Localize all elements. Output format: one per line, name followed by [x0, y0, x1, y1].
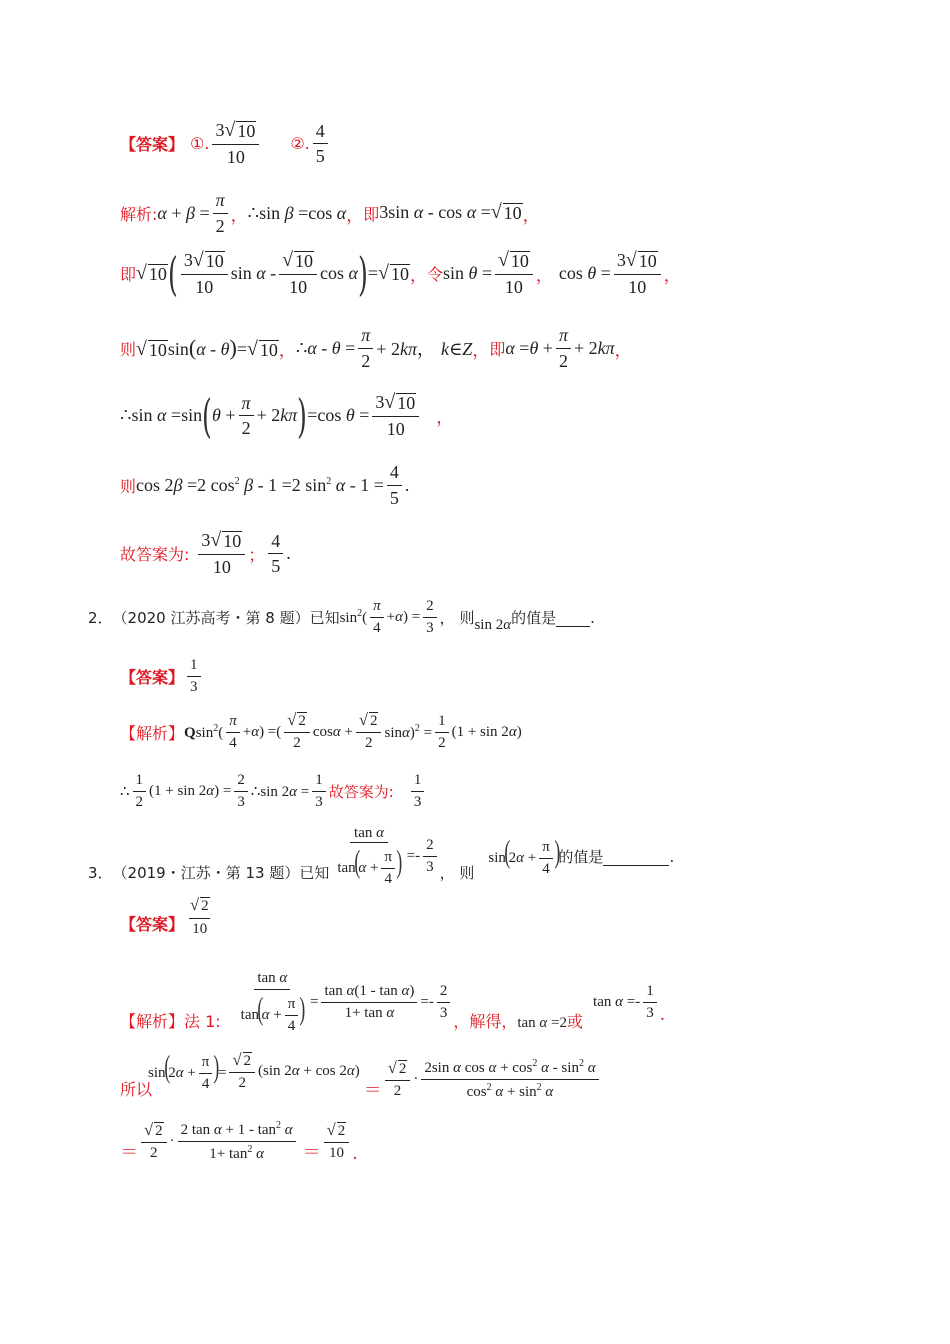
answer-item-2: ②. — [290, 134, 310, 154]
solution-line-5: 则 cos 2β =2 $\cos^2 \beta - 1 =2$ $\sin^2 \alpha - 1$ = $\frac{4}{5}$ . — [120, 462, 410, 508]
q1-final-answer: 故答案为: 3 √ 10 10 ； $\frac{4}{5}$ . — [120, 529, 291, 577]
solution-line-2: 即 √ 10 ( 3 √ 10 10 sin α - √ 10 10 cos α ) = √ 10 ， 令 sin θ = √ 10 10 ， cos θ = 3 √ 10 10 ， — [120, 246, 681, 301]
question-2: 2． （2020 江苏高考・第 8 题）已知 $\sin^2$( $\frac{\pi}{4}$ +α) = $\frac{2}{3}$ ， 则 sin 2α 的值是 . — [88, 598, 595, 637]
answer-item-1: ①. — [190, 134, 210, 154]
q3-analysis-line-2: 所以 sin(2α + $\frac{\pi}{4}$ )= √ 2 2 (sin 2α + cos 2α) ＝ √ 2 2 · $\frac{2\sin \alpha \cos \alpha + \cos^2 \alpha - \sin^2 \alpha}{\cos^2 \alpha + \sin^2 \alpha}$ — [120, 1058, 602, 1102]
q1-answer-line — [120, 120, 331, 167]
question-number: 2． — [88, 609, 113, 628]
q2-analysis-line-2: ∴ $\frac{1}{2}$ (1 + sin 2α) = $\frac{2}{3}$ ∴sin 2α = $\frac{1}{3}$ 故答案为: $\frac{1}{3}$ — [120, 772, 427, 812]
fraction: 3 √ 10 10 — [212, 120, 259, 167]
q3-analysis-line-1: 【解析】法 1: tan α tan(α + $\frac{\pi}{4}$ ) = $\frac{\text{tan α(1 - tan α)}}{\text{1+ tan α}}$ =- $\frac{2}{3}$ ，解得， tan α =2 或 tan α =- $\frac{1}{3}$ . — [120, 970, 666, 1035]
answer-label: 【答案】 — [120, 135, 185, 155]
question-3: 3． （2019・江苏・第 13 题）已知 tan α tan(α + $\frac{\pi}{4}$ ) =- $\frac{2}{3}$ ， 则 sin(2α + $\frac{\pi}{4}$ ) 的值是 . — [88, 825, 675, 888]
q3-analysis-line-3: ＝ √ 2 2 · $\frac{2 \tan \alpha + 1 - \tan^2 \alpha}{1+ \tan^2 \alpha}$ ＝ √ 2 10 . — [120, 1119, 358, 1164]
analysis-label: 解析: — [120, 204, 158, 224]
question-source: （2020 江苏高考・第 8 题）已知 — [112, 609, 340, 628]
q3-answer-line: 【答案】 √ 2 10 — [120, 895, 209, 937]
solution-line-4: ∴ sin α =sin ( θ + $\frac{\pi}{2}$ + 2kπ ) =cos θ = 3 √ 10 10 ， — [120, 388, 454, 443]
fraction: $\frac{\pi}{2}$ — [213, 190, 228, 236]
q2-analysis-line-1: 【解析】 Qsin$^2$( $\frac{\pi}{4}$ +α) =( √ 2 2 cosα + √ 2 2 sinα)$^2$ = $\frac{1}{2}$ (1 + sin 2α) — [120, 710, 522, 752]
fraction: $\frac{4}{5}$ — [313, 121, 328, 167]
solution-line-3: 则 √ 10 sin(α - θ)= √ 10 ， ∴α - θ = $\frac{\pi}{2}$ + 2kπ， k∈Z ， 即 α =θ + $\frac{\pi}{2}$ + 2kπ ， — [120, 325, 632, 371]
solution-line-1: 解析: α + β = $\frac{\pi}{2}$ ， ∴sin β =cos α ， 即 3sin α - cos α = √ 10 ， — [120, 190, 540, 236]
q2-answer-line: 【答案】 $\frac{1}{3}$ — [120, 657, 204, 697]
